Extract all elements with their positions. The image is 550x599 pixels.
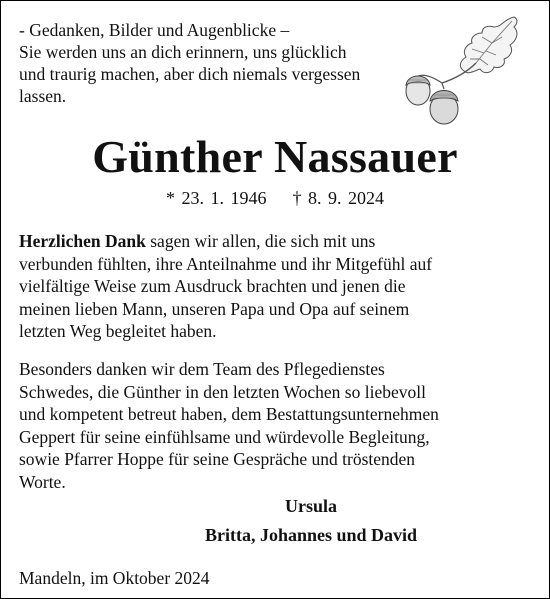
special-thanks-paragraph <box>19 358 539 494</box>
special-thanks-line: sowie Pfarrer Hoppe für seine Gespräche und tröstenden <box>19 449 416 470</box>
signatory-primary: Ursula <box>284 496 337 516</box>
special-thanks-line: und kompetent betreut haben, dem Bestattungsunternehmen <box>19 404 439 425</box>
memorial-quote <box>19 19 419 107</box>
quote-line: lassen. <box>19 86 67 106</box>
signatory-family: Britta, Johannes und David <box>204 525 418 545</box>
thanks-line: vielfältige Weise zum Ausdruck brachten und jenen die <box>19 276 406 297</box>
thanks-line <box>19 230 539 253</box>
thanks-text: sagen wir allen, die sich mit uns <box>145 231 376 251</box>
thanks-line: verbunden fühlten, ihre Anteilnahme und ihr Mitgefühl auf <box>19 253 433 274</box>
thanks-line: letzten Weg begleitet haben. <box>19 321 217 342</box>
thanks-paragraph <box>19 230 539 343</box>
special-thanks-line: Schwedes, die Günther in den letzten Wochen so liebevoll <box>19 381 426 402</box>
place-date: Mandeln, im Oktober 2024 <box>19 568 210 588</box>
oak-leaf-acorn-icon <box>396 13 526 128</box>
thanks-line: meinen lieben Mann, unseren Papa und Opa auf seinem <box>19 298 410 319</box>
special-thanks-line: Geppert für seine einfühlsame und würdevolle Begleitung, <box>19 426 430 447</box>
birth-date: * 23. 1. 1946 <box>166 188 267 208</box>
deceased-name: Günther Nassauer <box>92 131 458 182</box>
death-date: † 8. 9. 2024 <box>292 188 384 208</box>
thanks-lead: Herzlichen Dank <box>19 231 146 251</box>
special-thanks-line: Besonders danken wir dem Team des Pflegedienstes <box>19 359 385 379</box>
quote-line: Sie werden uns an dich erinnern, uns glücklich <box>19 42 347 62</box>
special-thanks-line: Worte. <box>19 471 66 492</box>
quote-line: - Gedanken, Bilder und Augenblicke – <box>19 20 290 40</box>
quote-line: und traurig machen, aber dich niemals vergessen <box>19 64 361 84</box>
life-dates <box>1 187 549 209</box>
